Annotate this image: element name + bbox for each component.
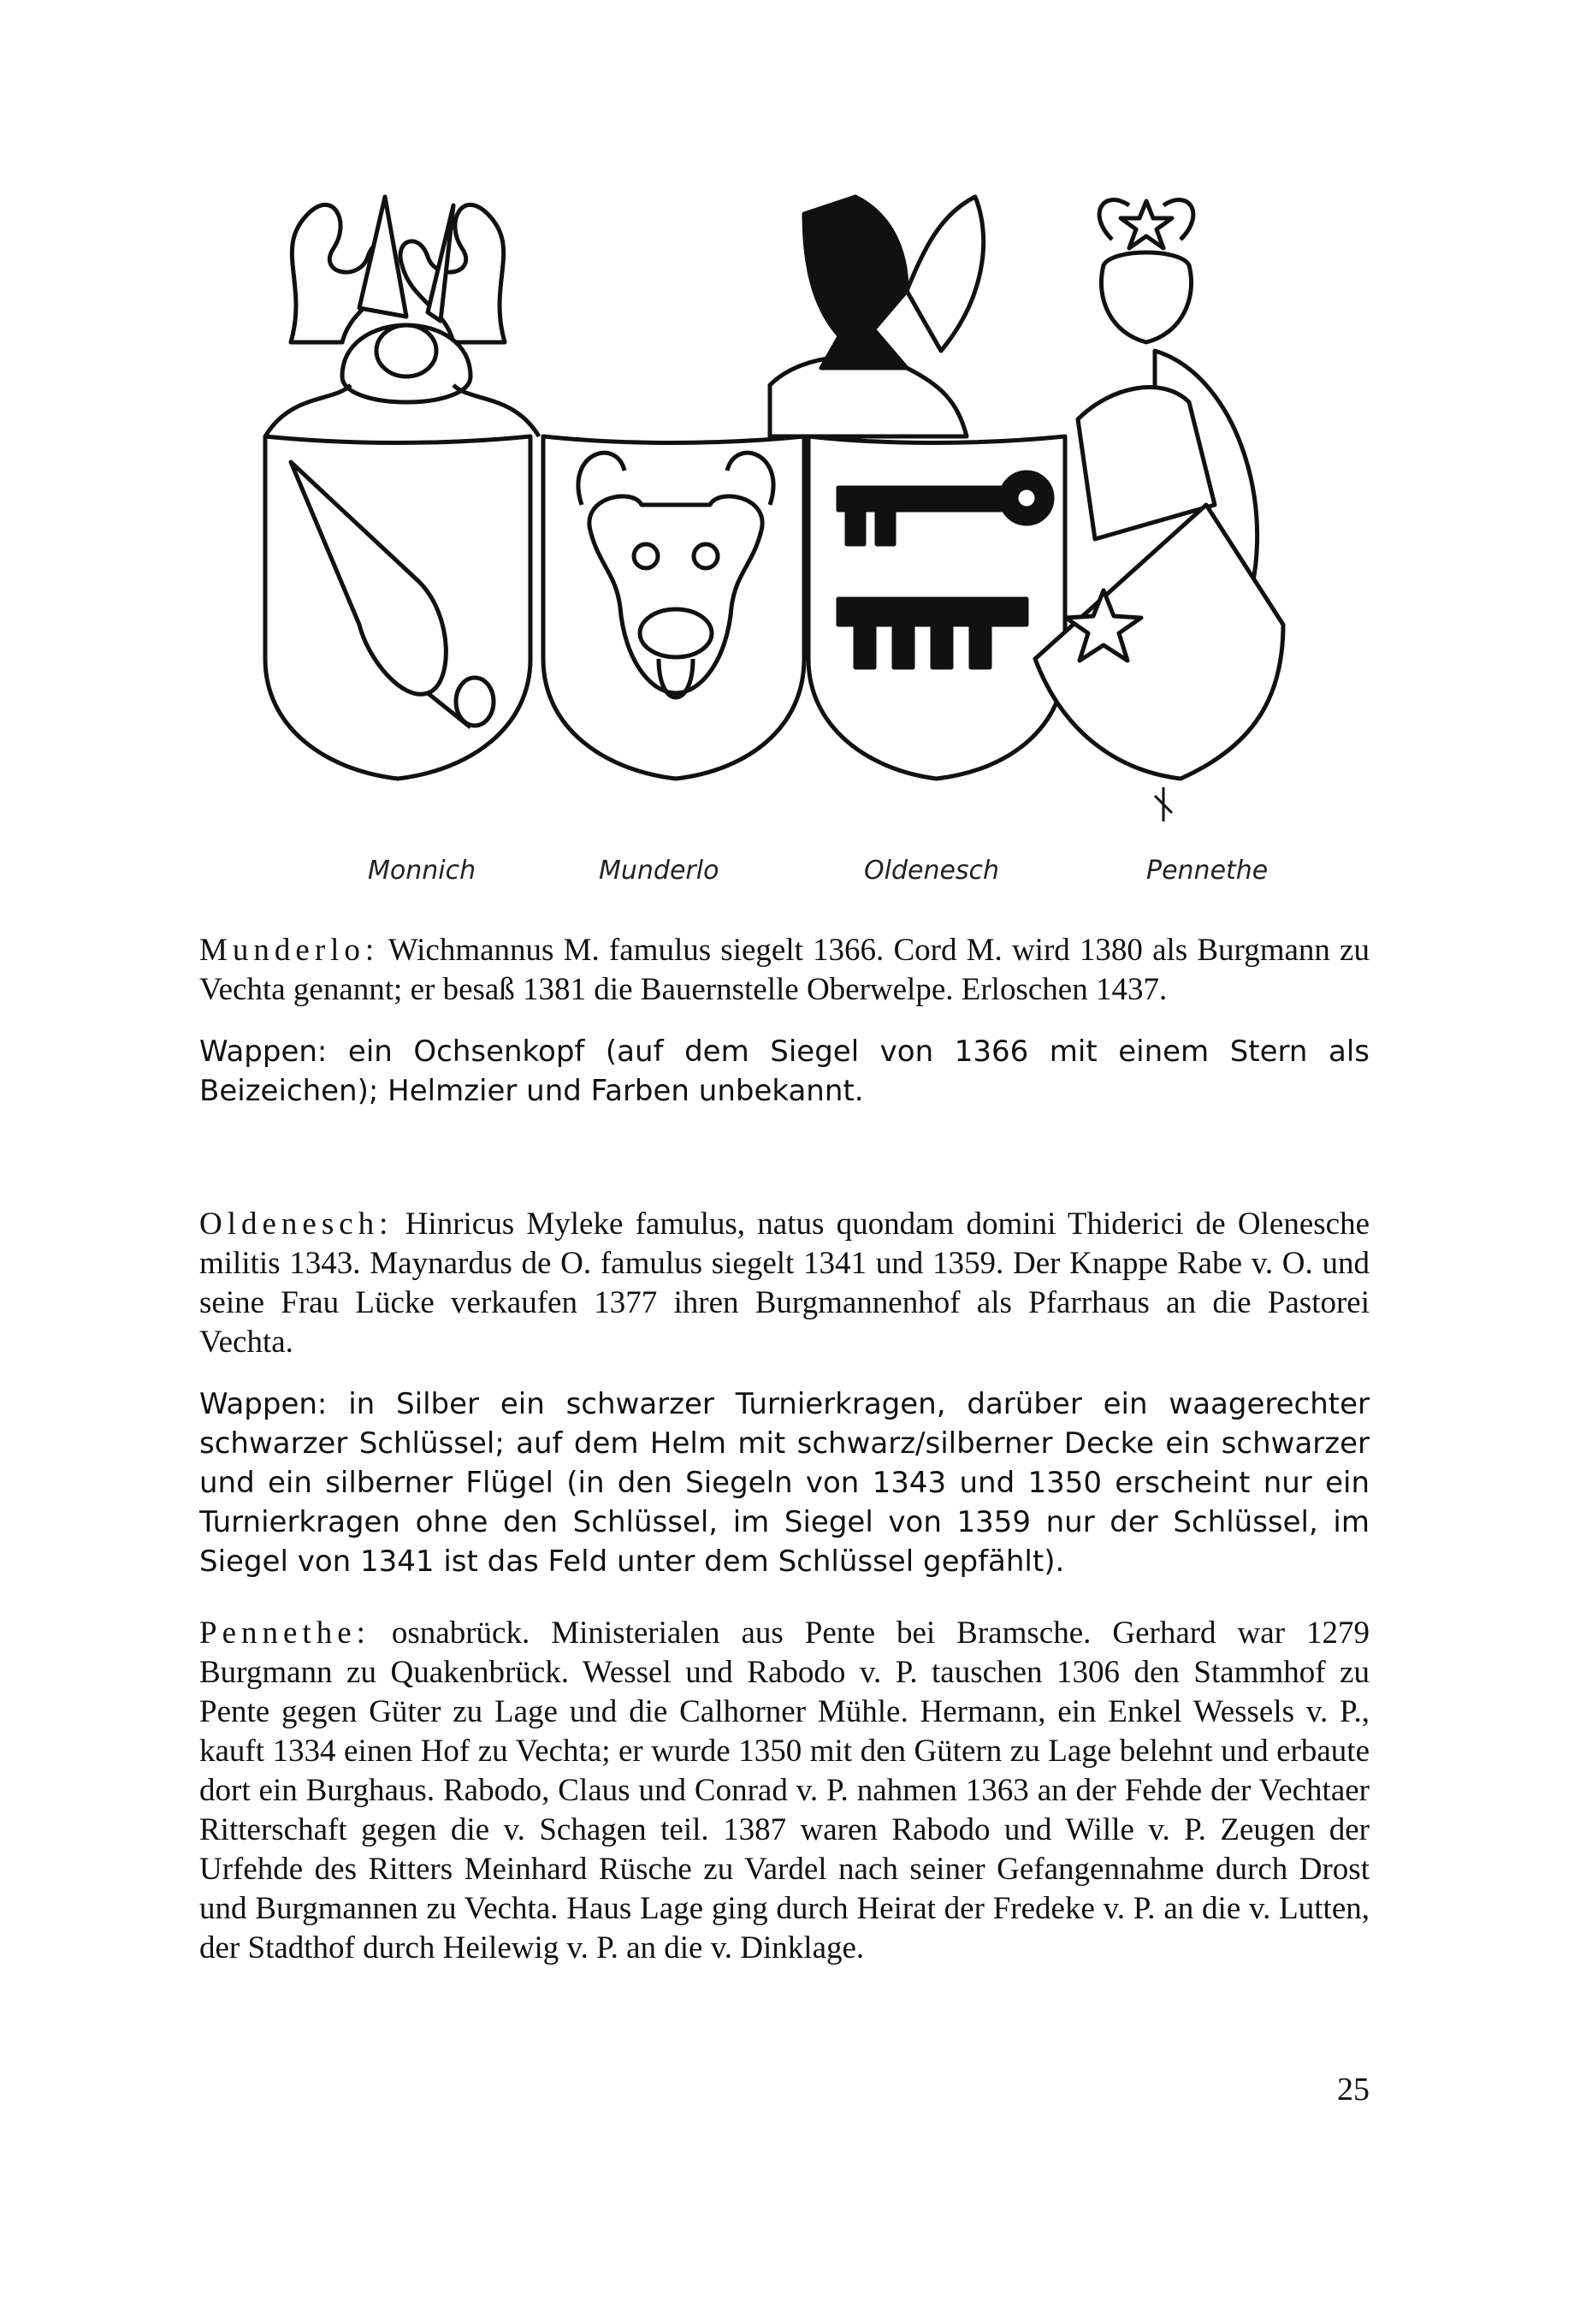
artist-monogram-icon [1155, 787, 1172, 821]
caption-munderlo: Munderlo [599, 856, 719, 886]
oldenesch-text: Hinricus Myleke famulus, natus quondam domini Thiderici de Olenesche militis 1343. Maynardus de O. famulus siegelt 1341 und 1359. Der Knappe Rabe v. O. und seine Frau Lücke verkaufen 1377 ihren Burgmannenhof als Pfarrhaus an die Pastorei Vechta. [199, 1206, 1370, 1360]
section-pennethe [199, 1614, 1370, 1968]
monnich-arms-icon [265, 197, 539, 779]
oldenesch-arms-icon [770, 197, 1065, 779]
caption-oldenesch: Oldenesch [864, 856, 1000, 886]
oldenesch-heading: Oldenesch: [199, 1206, 394, 1242]
oldenesch-paragraph [199, 1205, 1370, 1362]
munderlo-text: Wichmannus M. famulus siegelt 1366. Cord M. wird 1380 als Burgmann zu Vechta genannt; er besaß 1381 die Bauernstelle Oberwelpe. Erloschen 1437. [199, 933, 1370, 1007]
caption-pennethe: Pennethe [1146, 856, 1269, 886]
oldenesch-wappen: Wappen: in Silber ein schwarzer Turnierkragen, darüber ein waagerechter schwarzer Schlüssel; auf dem Helm mit schwarz/silberner Decke ein schwarzer und ein silberner Flügel (in den Siegeln von 1343 und 1350 erscheint nur ein Turnierkragen ohne den Schlüssel, im Siegel von 1359 nur der Schlüssel, im Siegel von 1341 ist das Feld unter dem Schlüssel gepfählt). [199, 1387, 1370, 1579]
munderlo-wappen: Wappen: ein Ochsenkopf (auf dem Siegel von 1366 mit einem Stern als Beizeichen); Helmzier und Farben unbekannt. [199, 1035, 1370, 1108]
caption-monnich: Monnich [368, 856, 476, 886]
arms-captions [0, 856, 1586, 898]
page-number: 25 [1337, 2072, 1370, 2108]
munderlo-arms-icon [543, 436, 804, 779]
coats-of-arms-illustration [257, 180, 1326, 847]
pennethe-paragraph [199, 1614, 1370, 1968]
pennethe-text: osnabrück. Ministerialen aus Pente bei Bramsche. Gerhard war 1279 Burgmann zu Quakenbrück. Wessel und Rabodo v. P. tauschen 1306 den Stammhof zu Pente gegen Güter zu Lage und die Calhorner Mühle. Hermann, ein Enkel Wessels v. P., kauft 1334 einen Hof zu Vechta; er wurde 1350 mit den Gütern zu Lage belehnt und erbaute dort ein Burghaus. Rabodo, Claus und Conrad v. P. nahmen 1363 an der Fehde der Vechtaer Ritterschaft gegen die v. Schagen teil. 1387 waren Rabodo und Wille v. P. Zeugen der Urfehde des Ritters Meinhard Rüsche zu Vardel nach seiner Gefangennahme durch Drost und Burgmannen zu Vechta. Haus Lage ging durch Heirat der Fredeke v. P. an die v. Lutten, der Stadthof durch Heilewig v. P. an die v. Dinklage. [199, 1616, 1370, 1965]
pennethe-heading: Pennethe: [199, 1616, 370, 1651]
munderlo-heading: Munderlo: [199, 933, 380, 968]
section-munderlo [199, 931, 1370, 1111]
munderlo-paragraph [199, 931, 1370, 1010]
section-oldenesch [199, 1205, 1370, 1581]
pennethe-arms-icon [1035, 200, 1283, 779]
